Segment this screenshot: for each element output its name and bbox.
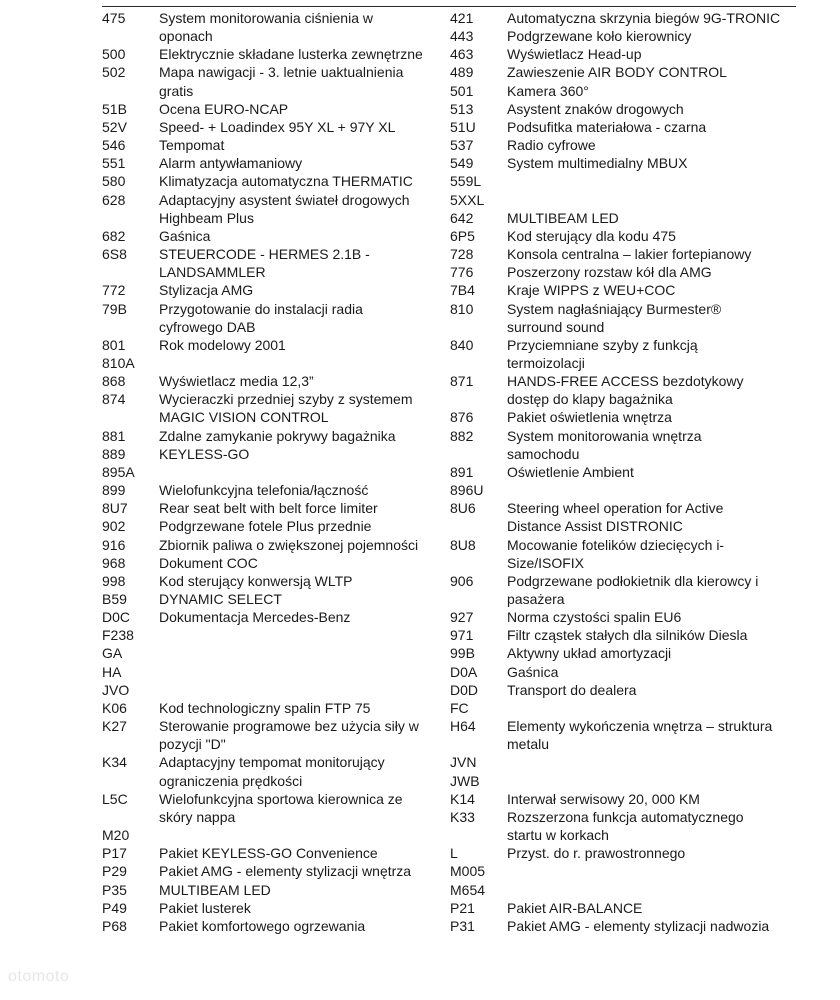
option-code: D0D <box>450 681 479 698</box>
option-description: System multimedialny MBUX <box>507 155 688 172</box>
option-description <box>159 663 447 681</box>
option-row <box>102 899 447 917</box>
option-description: Interwał serwisowy 20, 000 KM <box>507 790 700 807</box>
watermark: otomoto <box>8 968 70 985</box>
option-description: Rozszerzona funkcja automatycznego startu w korkach <box>507 808 744 844</box>
option-description: Przygotowanie do instalacji radia cyfrowego DAB <box>159 300 363 335</box>
option-code: M20 <box>102 827 130 844</box>
option-row <box>102 499 447 517</box>
option-code: 51U <box>450 118 476 135</box>
option-code: P35 <box>102 881 127 898</box>
option-description: Pakiet AMG - elementy stylizacji wnętrza <box>159 863 412 880</box>
option-description: System monitorowania wnętrza samochodu <box>507 427 702 462</box>
option-code: 8U8 <box>450 536 476 553</box>
option-description: Asystent znaków drogowych <box>507 100 684 117</box>
option-code: 682 <box>102 227 126 244</box>
option-code: P29 <box>102 863 127 880</box>
option-row <box>450 917 796 935</box>
option-description: Automatyczna skrzynia biegów 9G-TRONIC <box>507 10 781 26</box>
option-description: Pakiet oświetlenia wnętrza <box>507 409 672 426</box>
option-row <box>102 626 447 644</box>
option-code: 728 <box>450 246 474 263</box>
option-description: Stylizacja AMG <box>159 282 254 299</box>
option-code: 501 <box>450 82 474 99</box>
option-description: Sterowanie programowe bez użycia siły w pozycji "D" <box>159 718 419 753</box>
option-code: 559L <box>450 173 482 190</box>
option-description: Wielofunkcyjna telefonia/łączność <box>159 482 369 499</box>
option-row <box>102 699 447 717</box>
option-code: 871 <box>450 373 474 390</box>
option-description: Adaptacyjny asystent świateł drogowych Highbeam Plus <box>159 191 410 226</box>
option-code: JWB <box>450 772 480 789</box>
option-row <box>450 281 796 299</box>
option-row <box>102 790 447 826</box>
option-description <box>159 826 447 844</box>
option-description: Wycieraczki przedniej szyby z systemem MAGIC VISION CONTROL <box>159 391 413 426</box>
option-code: 7B4 <box>450 282 475 299</box>
option-description: Adaptacyjny tempomat monitorujący ograniczenia prędkości <box>159 754 385 789</box>
option-description: Pakiet AIR-BALANCE <box>507 899 643 916</box>
option-row <box>450 82 796 100</box>
option-description: Elektrycznie składane lusterka zewnętrzne <box>159 46 423 63</box>
option-description: Rok modelowy 2001 <box>159 336 286 353</box>
option-description: Kod sterujący dla kodu 475 <box>507 227 676 244</box>
option-description <box>159 354 447 372</box>
option-description: Wyświetlacz media 12,3” <box>159 373 314 390</box>
option-description: Kamera 360° <box>507 82 589 99</box>
option-code: GA <box>102 645 123 662</box>
option-code: 513 <box>450 100 474 117</box>
option-description: Gaśnica <box>159 227 211 244</box>
option-description: MULTIBEAM LED <box>507 209 619 226</box>
option-row <box>450 644 796 662</box>
option-code: M654 <box>450 881 486 898</box>
option-row <box>102 300 447 336</box>
option-code: K27 <box>102 718 127 735</box>
option-row <box>450 427 796 463</box>
option-row <box>450 899 796 917</box>
option-row <box>102 753 447 789</box>
option-row <box>102 445 447 463</box>
option-code: 475 <box>102 10 126 26</box>
option-row <box>102 536 447 554</box>
option-description: Oświetlenie Ambient <box>507 463 634 480</box>
option-row <box>102 862 447 880</box>
option-description: System monitorowania ciśnienia w oponach <box>159 10 373 45</box>
option-row <box>450 808 796 844</box>
option-row <box>450 263 796 281</box>
option-description: Alarm antywłamaniowy <box>159 155 303 172</box>
option-row <box>102 354 447 372</box>
option-description <box>507 191 796 209</box>
option-row <box>450 536 796 572</box>
option-row <box>450 45 796 63</box>
option-code: 6S8 <box>102 246 127 263</box>
option-description: Pakiet lusterek <box>159 899 251 916</box>
option-description: Zawieszenie AIR BODY CONTROL <box>507 64 727 81</box>
option-description: HANDS-FREE ACCESS bezdotykowy dostęp do klapy bagażnika <box>507 373 744 408</box>
option-row <box>102 100 447 118</box>
option-code: FC <box>450 699 469 716</box>
option-code: 580 <box>102 173 126 190</box>
option-description: Aktywny układ amortyzacji <box>507 645 672 662</box>
option-row <box>102 644 447 662</box>
option-row <box>102 481 447 499</box>
option-code: 551 <box>102 155 126 172</box>
option-description: Podgrzewane podłokietnik dla kierowcy i pasażera <box>507 572 759 607</box>
option-code: 899 <box>102 482 126 499</box>
option-code: 502 <box>102 64 126 81</box>
option-row <box>450 663 796 681</box>
option-row <box>450 100 796 118</box>
option-row <box>102 191 447 227</box>
option-code: 895A <box>102 463 135 480</box>
option-row <box>450 626 796 644</box>
option-code: 881 <box>102 427 126 444</box>
option-row <box>450 372 796 408</box>
option-description: Steering wheel operation for Active Distance Assist DISTRONIC <box>507 500 724 535</box>
option-row <box>450 118 796 136</box>
option-code: 79B <box>102 300 127 317</box>
option-row <box>102 227 447 245</box>
option-row <box>450 481 796 499</box>
option-description: Mapa nawigacji - 3. letnie uaktualnienia gratis <box>159 64 404 99</box>
option-row <box>102 427 447 445</box>
option-code: 906 <box>450 572 474 589</box>
option-row <box>450 154 796 172</box>
option-code: 874 <box>102 391 126 408</box>
option-row <box>102 881 447 899</box>
option-code: 8U6 <box>450 500 476 517</box>
option-code: P21 <box>450 899 475 916</box>
option-description <box>507 881 796 899</box>
option-row <box>102 844 447 862</box>
left-options-column <box>102 9 447 935</box>
option-description: Klimatyzacja automatyczna THERMATIC <box>159 173 413 190</box>
option-description: Tempomat <box>159 137 225 154</box>
right-options-column <box>450 9 796 935</box>
option-code: JVN <box>450 754 477 771</box>
option-code: 927 <box>450 609 474 626</box>
option-row <box>450 191 796 209</box>
option-description: Speed- + Loadindex 95Y XL + 97Y XL <box>159 118 396 135</box>
option-row <box>102 608 447 626</box>
option-description <box>507 753 796 771</box>
option-description: DYNAMIC SELECT <box>159 591 282 607</box>
option-row <box>450 27 796 45</box>
option-code: HA <box>102 663 122 680</box>
option-description: MULTIBEAM LED <box>159 881 271 898</box>
option-code: P49 <box>102 899 127 916</box>
option-description: Dokumentacja Mercedes-Benz <box>159 609 351 626</box>
option-description: Elementy wykończenia wnętrza – struktura metalu <box>507 718 773 753</box>
option-description <box>507 772 796 790</box>
option-code: JVO <box>102 681 130 698</box>
option-description: Wielofunkcyjna sportowa kierownica ze skóry nappa <box>159 790 403 825</box>
option-description <box>159 463 447 481</box>
option-row <box>450 227 796 245</box>
option-description: KEYLESS-GO <box>159 445 250 462</box>
option-description: STEUERCODE - HERMES 2.1B - LANDSAMMLER <box>159 246 370 281</box>
option-code: 810A <box>102 354 135 371</box>
option-row <box>102 717 447 753</box>
option-code: 628 <box>102 191 126 208</box>
option-row <box>102 136 447 154</box>
option-code: 8U7 <box>102 500 128 517</box>
option-row <box>450 862 796 880</box>
option-description: Podsufitka materiałowa - czarna <box>507 118 707 135</box>
option-code: 810 <box>450 300 474 317</box>
option-code: B59 <box>102 591 127 607</box>
option-row <box>450 699 796 717</box>
option-row <box>102 826 447 844</box>
option-code: 51B <box>102 100 127 117</box>
option-row <box>450 336 796 372</box>
option-description: Konsola centralna – lakier fortepianowy <box>507 246 752 263</box>
option-code: 882 <box>450 427 474 444</box>
option-code: 489 <box>450 64 474 81</box>
option-row <box>102 45 447 63</box>
option-row <box>102 9 447 45</box>
option-code: 549 <box>450 155 474 172</box>
option-code: 840 <box>450 336 474 353</box>
option-description: Wyświetlacz Head-up <box>507 46 642 63</box>
option-code: 99B <box>450 645 475 662</box>
option-code: F238 <box>102 627 134 644</box>
option-code: 52V <box>102 118 127 135</box>
option-row <box>450 717 796 753</box>
option-code: 500 <box>102 46 126 63</box>
option-code: L <box>450 845 458 862</box>
option-row <box>450 209 796 227</box>
option-code: 5XXL <box>450 191 485 208</box>
option-description <box>159 681 447 699</box>
option-code: 968 <box>102 554 126 571</box>
option-description: Podgrzewane koło kierownicy <box>507 28 692 45</box>
option-description: Rear seat belt with belt force limiter <box>159 500 378 517</box>
option-row <box>102 663 447 681</box>
option-description: System nagłaśniający Burmester® surround sound <box>507 300 722 335</box>
option-row <box>450 608 796 626</box>
option-code: 776 <box>450 264 474 281</box>
option-description <box>507 172 796 190</box>
option-row <box>450 499 796 535</box>
option-row <box>102 154 447 172</box>
option-row <box>450 463 796 481</box>
option-row <box>102 390 447 426</box>
option-code: 537 <box>450 137 474 154</box>
option-code: K06 <box>102 699 127 716</box>
option-row <box>102 281 447 299</box>
option-description: Kod sterujący konwersją WLTP <box>159 572 353 589</box>
option-row <box>450 881 796 899</box>
option-code: 876 <box>450 409 474 426</box>
option-code: D0A <box>450 663 478 680</box>
option-description <box>507 862 796 880</box>
option-row <box>102 118 447 136</box>
option-description: Zdalne zamykanie pokrywy bagażnika <box>159 427 396 444</box>
option-code: 868 <box>102 373 126 390</box>
option-code: M005 <box>450 863 486 880</box>
option-row <box>450 408 796 426</box>
option-description: Kod technologiczny spalin FTP 75 <box>159 699 371 716</box>
option-row <box>450 136 796 154</box>
option-description: Transport do dealera <box>507 681 637 698</box>
option-code: D0C <box>102 609 131 626</box>
option-row <box>102 336 447 354</box>
option-row <box>102 681 447 699</box>
option-description: Radio cyfrowe <box>507 137 596 154</box>
top-rule <box>102 6 796 7</box>
option-row <box>450 63 796 81</box>
option-row <box>102 572 447 590</box>
option-code: K14 <box>450 790 475 807</box>
option-description: Poszerzony rozstaw kół dla AMG <box>507 264 712 281</box>
option-description <box>159 644 447 662</box>
option-row <box>102 590 447 608</box>
option-code: H64 <box>450 718 476 735</box>
option-code: 443 <box>450 28 474 45</box>
option-description: Przyst. do r. prawostronnego <box>507 845 686 862</box>
option-description: Pakiet KEYLESS-GO Convenience <box>159 845 378 862</box>
option-code: P31 <box>450 917 475 934</box>
option-description: Pakiet komfortowego ogrzewania <box>159 917 366 934</box>
option-description: Norma czystości spalin EU6 <box>507 609 682 626</box>
option-row <box>450 9 796 27</box>
option-row <box>450 681 796 699</box>
option-description: Filtr cząstek stałych dla silników Diesla <box>507 627 748 644</box>
option-description: Mocowanie fotelików dziecięcych i- Size/ISOFIX <box>507 536 725 571</box>
option-row <box>450 753 796 771</box>
option-row <box>450 300 796 336</box>
option-row <box>102 517 447 535</box>
option-row <box>450 790 796 808</box>
option-row <box>450 844 796 862</box>
option-row <box>450 772 796 790</box>
option-code: 6P5 <box>450 227 475 244</box>
option-description <box>507 481 796 499</box>
option-description: Gaśnica <box>507 663 559 680</box>
option-description: Kraje WIPPS z WEU+COC <box>507 282 676 299</box>
option-code: 772 <box>102 282 126 299</box>
option-code: K33 <box>450 808 475 825</box>
option-row <box>450 572 796 608</box>
option-description: Zbiornik paliwa o zwiększonej pojemności <box>159 536 419 553</box>
option-code: 546 <box>102 137 126 154</box>
option-row <box>102 554 447 572</box>
option-description: Pakiet AMG - elementy stylizacji nadwozia <box>507 917 770 934</box>
option-description <box>159 626 447 644</box>
option-code: 463 <box>450 46 474 63</box>
option-row <box>102 917 447 935</box>
option-code: 421 <box>450 10 474 26</box>
option-row <box>102 245 447 281</box>
option-row <box>450 172 796 190</box>
option-code: 801 <box>102 336 126 353</box>
option-row <box>102 372 447 390</box>
option-code: P68 <box>102 917 127 934</box>
option-code: 998 <box>102 572 126 589</box>
option-code: L5C <box>102 790 128 807</box>
option-description: Dokument COC <box>159 554 258 571</box>
option-code: K34 <box>102 754 127 771</box>
option-row <box>102 63 447 99</box>
option-code: P17 <box>102 845 127 862</box>
option-code: 902 <box>102 518 126 535</box>
option-description: Ocena EURO-NCAP <box>159 100 289 117</box>
option-code: 891 <box>450 463 474 480</box>
option-code: 896U <box>450 482 484 499</box>
option-row <box>450 245 796 263</box>
option-code: 642 <box>450 209 474 226</box>
option-row <box>102 172 447 190</box>
option-code: 889 <box>102 445 126 462</box>
option-code: 916 <box>102 536 126 553</box>
option-row <box>102 463 447 481</box>
option-description: Przyciemniane szyby z funkcją termoizolacji <box>507 336 698 371</box>
option-code: 971 <box>450 627 474 644</box>
option-description: Podgrzewane fotele Plus przednie <box>159 518 372 535</box>
option-description <box>507 699 796 717</box>
